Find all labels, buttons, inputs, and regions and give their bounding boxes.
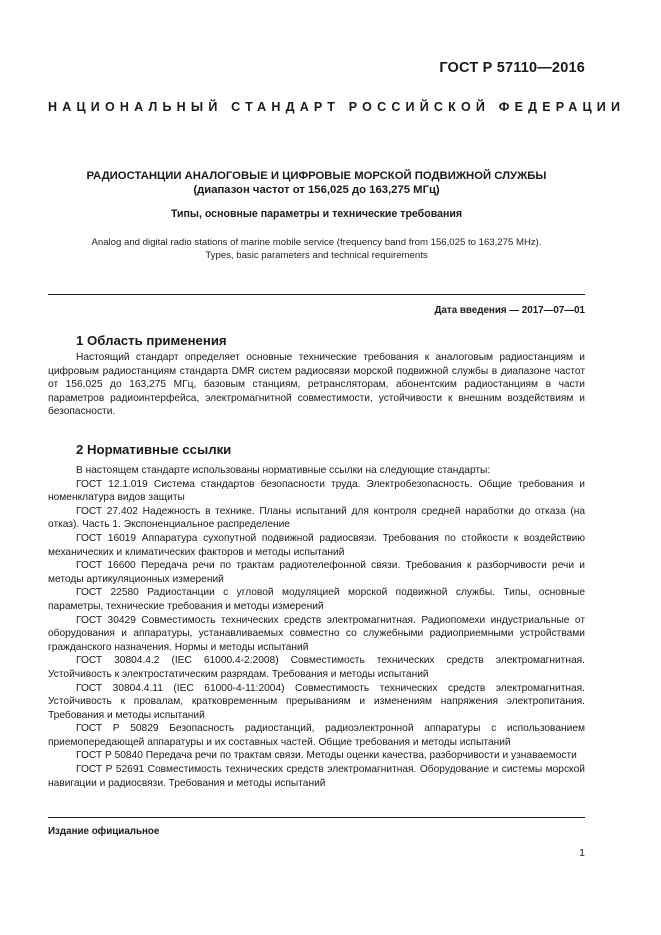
- official-edition-label: Издание официальное: [48, 826, 160, 837]
- reference-item: ГОСТ 30804.4.2 (IEC 61000.4-2:2008) Совместимость технических средств электромагнитная. Устойчивость к электростатическим разрядам. Требования и методы испытаний: [48, 655, 585, 680]
- national-standard-heading: НАЦИОНАЛЬНЫЙ СТАНДАРТ РОССИЙСКОЙ ФЕДЕРАЦИИ: [48, 100, 626, 114]
- english-title-line-2: Types, basic parameters and technical requirements: [205, 250, 428, 261]
- title-line-1: РАДИОСТАНЦИИ АНАЛОГОВЫЕ И ЦИФРОВЫЕ МОРСКОЙ ПОДВИЖНОЙ СЛУЖБЫ: [86, 170, 547, 182]
- section-2-intro: В настоящем стандарте использованы нормативные ссылки на следующие стандарты:: [76, 465, 491, 476]
- reference-item: ГОСТ Р 50829 Безопасность радиостанций, радиоэлектронной аппаратуры с использованием приемопередающей аппаратуры и их составных частей. Общие требования и методы испытаний: [48, 723, 585, 748]
- reference-item: ГОСТ 22580 Радиостанции с угловой модуляцией морской подвижной службы. Типы, основные параметры, технические требования и методы измерений: [48, 587, 585, 612]
- english-title: [48, 236, 585, 262]
- section-1-paragraph: Настоящий стандарт определяет основные технические требования к аналоговым радиостанциям и цифровым радиостанциям стандарта DMR систем радиосвязи морской подвижной службы в диапазоне частот от 156,025 до 163,275 МГц, базовым станциям, ретрансляторам, абонентским радиостанциям в части параметров радиоинтерфейса, электромагнитной совместимости, устойчивости к внешним воздействиям и безопасности.: [48, 352, 585, 418]
- reference-item: ГОСТ 12.1.019 Система стандартов безопасности труда. Электробезопасность. Общие требования и номенклатура видов защиты: [48, 478, 585, 504]
- reference-item: ГОСТ 30429 Совместимость технических средств электромагнитная. Радиопомехи индустриальные от оборудования и аппаратуры, устанавливаемых совместно со служебными радиоприемными устройствами гражданского назначения. Нормы и методы испытаний: [48, 614, 585, 653]
- section-2-heading: 2 Нормативные ссылки: [76, 442, 232, 457]
- title-line-2: (диапазон частот от 156,025 до 163,275 МГц): [193, 184, 440, 196]
- reference-item: ГОСТ Р 50840 Передача речи по трактам связи. Методы оценки качества, разборчивости и узнаваемости: [76, 750, 577, 762]
- document-subtitle: Типы, основные параметры и технические требования: [170, 208, 463, 220]
- reference-item: ГОСТ 16600 Передача речи по трактам радиотелефонной связи. Требования к разборчивости речи и методы артикуляционных измерений: [48, 560, 585, 585]
- gost-number: ГОСТ Р 57110—2016: [439, 60, 585, 76]
- reference-item: ГОСТ 16019 Аппаратура сухопутной подвижной радиосвязи. Требования по стойкости к воздействию механических и климатических факторов и методы испытаний: [48, 532, 585, 558]
- introduction-date: Дата введения — 2017—07—01: [434, 305, 585, 316]
- title-divider: [48, 294, 585, 295]
- section-1-heading: 1 Область применения: [76, 333, 227, 348]
- page-number: 1: [579, 847, 585, 859]
- section-2-body: [48, 464, 585, 790]
- reference-item: ГОСТ 27.402 Надежность в технике. Планы испытаний для контроля средней наработки до отказа (на отказ). Часть 1. Экспоненциальное распределение: [48, 505, 585, 531]
- english-title-line-1: Analog and digital radio stations of marine mobile service (frequency band from 156,025 to 163,275 MHz).: [91, 237, 542, 248]
- reference-item: ГОСТ 30804.4.11 (IEC 61000-4-11:2004) Совместимость технических средств электромагнитная. Устойчивость к провалам, кратковременным прерываниям и изменениям напряжения электропитания. Требования и методы испытаний: [48, 682, 585, 721]
- document-title: [48, 169, 585, 197]
- reference-item: ГОСТ Р 52691 Совместимость технических средств электромагнитная. Оборудование и системы морской навигации и радиосвязи. Требования и методы испытаний: [48, 764, 585, 789]
- section-1-body: [48, 351, 585, 419]
- footer-divider: [48, 817, 585, 818]
